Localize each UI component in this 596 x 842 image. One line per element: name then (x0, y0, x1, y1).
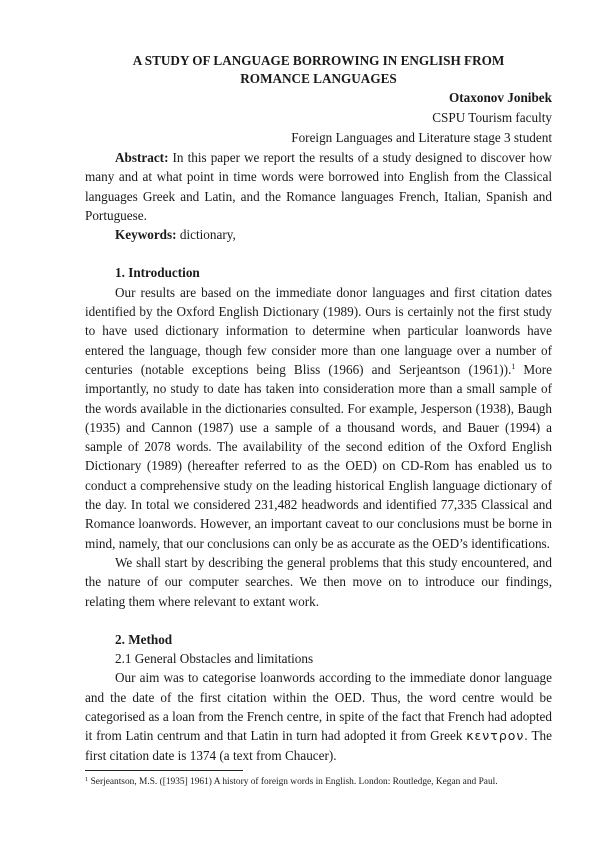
author-affiliation: CSPU Tourism faculty (432, 110, 552, 125)
author-position: Foreign Languages and Literature stage 3 student (291, 130, 552, 145)
footnote (85, 776, 552, 788)
intro-p1-text-a: Our results are based on the immediate donor languages and first citation dates identified by the Oxford English Dictionary (1989). Ours is certainly not the first study to have used dictionary information to determine when particular loanwords have entered the language, though few consider more than one language over a number of centuries (notable exceptions being Bliss (1966) and Serjeantson (1961)). (85, 284, 552, 377)
intro-p1-text-b: More importantly, no study to date has taken into consideration more than a small sample of the words available in the dictionaries consulted. For example, Jesperson (1938), Baugh (1935) and Cannon (1987) use a sample of a thousand words, and Bauer (1994) a sample of 2078 words. The availability of the second edition of the Oxford English Dictionary (1989) (hereafter referred to as the OED) on CD-Rom has enabled us to conduct a comprehensive study on the leading historical English language dictionary of the day. In total we considered 231,482 headwords and identified 77,335 Classical and Romance loanwords. However, an important caveat to our conclusions must be borne in mind, namely, that our conclusions can only be as accurate as the OED’s identifications. (85, 361, 552, 551)
keywords-paragraph (85, 225, 552, 244)
greek-word: κεντρον (466, 728, 525, 744)
paper-title (98, 52, 539, 88)
keywords-text: dictionary, (176, 227, 236, 243)
intro-paragraph-1 (85, 283, 552, 553)
footnote-text: Serjeantson, M.S. ([1935] 1961) A history of foreign words in English. London: Routledge, Kegan and Paul. (88, 777, 498, 787)
method-paragraph-1 (85, 668, 552, 764)
intro-paragraph-2: We shall start by describing the general problems that this study encountered, and the nature of our computer searches. We then move on to introduce our findings, relating them where relevant to extant work. (85, 554, 552, 609)
author-block (85, 88, 552, 148)
spacer (85, 244, 552, 263)
footnote-divider (85, 770, 243, 771)
abstract-paragraph (85, 148, 552, 225)
author-name: Otaxonov Jonibek (449, 90, 552, 105)
section-heading-method: 2. Method (115, 631, 173, 647)
subsection-heading-obstacles: 2.1 General Obstacles and limitations (115, 651, 314, 667)
title-line-1: A STUDY OF LANGUAGE BORROWING IN ENGLISH FROM (132, 53, 505, 68)
method-p1-text-b: . The first citation date is 1374 (a text from Chaucer). (85, 728, 552, 763)
abstract-text: In this paper we report the results of a study designed to discover how many and at what point in time words were borrowed into English from the Classical languages Greek and Latin, and the Romance languages French, Italian, Spanish and Portuguese. (85, 150, 552, 223)
paper-page (85, 52, 552, 765)
footnote-reference[interactable]: 1 (511, 361, 516, 371)
keywords-label: Keywords: (115, 227, 177, 243)
title-line-2: ROMANCE LANGUAGES (240, 71, 397, 86)
abstract-label: Abstract: (115, 150, 169, 165)
method-p1-text-a: Our aim was to categorise loanwords according to the immediate donor language and the date of the first citation within the OED. Thus, the word centre would be categorised as a loan from the French centre, in spite of the fact that French had adopted it from Latin centrum and that Latin in turn had adopted it from Greek (85, 670, 552, 744)
spacer (85, 611, 552, 630)
footnote-marker: 1 (85, 776, 89, 783)
section-heading-introduction: 1. Introduction (115, 265, 200, 281)
